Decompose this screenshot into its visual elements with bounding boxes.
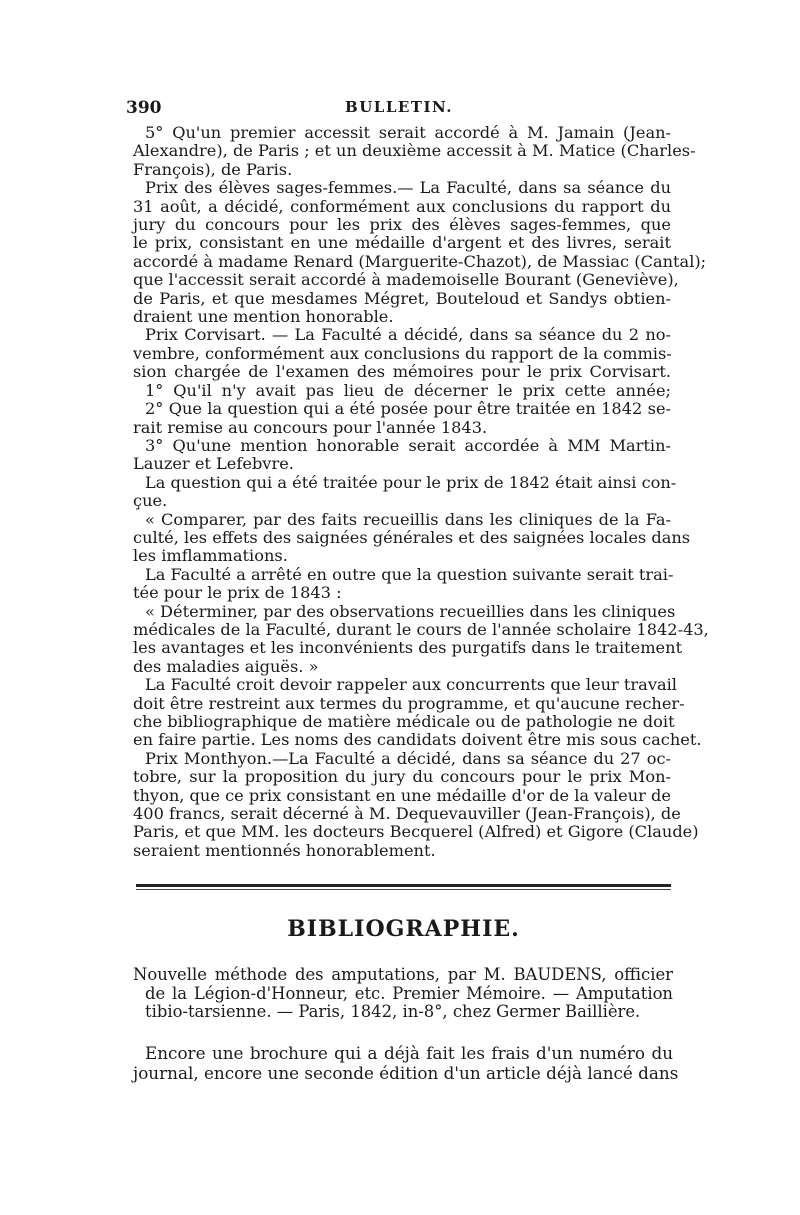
text-line: La question qui a été traitée pour le prix de 1842 était ainsi con- <box>145 472 677 492</box>
text-line: les imflammations. <box>133 546 288 566</box>
text-line: Prix des élèves sages-femmes.— La Faculté, dans sa séance du <box>145 178 671 198</box>
divider-thick <box>136 884 671 887</box>
biblio-line: tibio-tarsienne. — Paris, 1842, in-8°, chez Germer Baillière. <box>145 1002 641 1022</box>
text-line: jury du concours pour les prix des élèves sages-femmes, que <box>133 215 671 235</box>
text-line: 3° Qu'une mention honorable serait accordée à MM Martin- <box>145 435 671 455</box>
body-text <box>133 123 709 860</box>
text-line: des maladies aiguës. » <box>133 656 319 676</box>
bibliography-entry <box>133 966 673 1022</box>
page-number: 390 <box>126 98 162 118</box>
text-line: Prix Corvisart. — La Faculté a décidé, dans sa séance du 2 no- <box>145 325 671 345</box>
text-line: doit être restreint aux termes du programme, et qu'aucune recher- <box>133 693 685 713</box>
text-line: La Faculté croit devoir rappeler aux concurrents que leur travail <box>145 675 677 695</box>
biblio-line: Nouvelle méthode des amputations, par M. BAUDENS, officier <box>133 965 673 984</box>
text-line: culté, les effets des saignées générales et des saignées locales dans <box>133 527 691 547</box>
text-line: Lauzer et Lefebvre. <box>133 454 294 474</box>
divider-thin <box>136 889 671 890</box>
text-line: La Faculté a arrêté en outre que la question suivante serait trai- <box>145 564 674 584</box>
page-header <box>126 98 672 122</box>
text-line: « Comparer, par des faits recueillis dans les cliniques de la Fa- <box>145 509 671 529</box>
text-line: de Paris, et que mesdames Mégret, Bouteloud et Sandys obtien- <box>133 288 671 308</box>
text-line: « Déterminer, par des observations recueillies dans les cliniques <box>145 601 676 621</box>
text-line: François), de Paris. <box>133 159 293 179</box>
running-title: BULLETIN. <box>345 98 453 116</box>
text-line: seraient mentionnés honorablement. <box>133 840 436 860</box>
text-line: Alexandre), de Paris ; et un deuxième accessit à M. Matice (Charles- <box>133 141 696 161</box>
text-line: 2° Que la question qui a été posée pour être traitée en 1842 se- <box>145 399 671 419</box>
text-line: che bibliographique de matière médicale ou de pathologie ne doit <box>133 712 675 731</box>
section-title: BIBLIOGRAPHIE. <box>287 916 520 942</box>
text-line: accordé à madame Renard (Marguerite-Chazot), de Massiac (Cantal); <box>133 251 707 271</box>
section-divider <box>136 884 671 890</box>
text-line: draient une mention honorable. <box>133 307 394 327</box>
text-line: 1° Qu'il n'y avait pas lieu de décerner le prix cette année; <box>145 380 671 400</box>
text-line: çue. <box>133 491 168 511</box>
review-line: Encore une brochure qui a déjà fait les frais d'un numéro du <box>145 1043 673 1063</box>
text-line: rait remise au concours pour l'année 1843. <box>133 417 488 437</box>
text-line: thyon, que ce prix consistant en une médaille d'or de la valeur de <box>133 785 671 805</box>
text-line: les avantages et les inconvénients des purgatifs dans le traitement <box>133 638 683 658</box>
text-line: vembre, conformément aux conclusions du rapport de la commis- <box>133 343 672 363</box>
text-line: en faire partie. Les noms des candidats doivent être mis sous cachet. <box>133 730 702 750</box>
review-text <box>133 1043 679 1083</box>
text-line: que l'accessit serait accordé à mademoiselle Bourant (Geneviève), <box>133 270 679 290</box>
text-line: 400 francs, serait décerné à M. Dequevauviller (Jean-François), de <box>133 804 681 824</box>
text-line: médicales de la Faculté, durant le cours de l'année scholaire 1842-43, <box>133 619 709 639</box>
text-line: Prix Monthyon.—La Faculté a décidé, dans sa séance du 27 oc- <box>145 748 671 768</box>
text-line: tobre, sur la proposition du jury du concours pour le prix Mon- <box>133 767 671 787</box>
text-line: tée pour le prix de 1843 : <box>133 583 342 603</box>
text-line: sion chargée de l'examen des mémoires pour le prix Corvisart. <box>133 362 671 382</box>
text-line: Paris, et que MM. les docteurs Becquerel (Alfred) et Gigore (Claude) <box>133 822 699 842</box>
biblio-line: de la Légion-d'Honneur, etc. Premier Mémoire. — Amputation <box>145 983 673 1003</box>
text-line: 31 août, a décidé, conformément aux conclusions du rapport du <box>133 196 671 216</box>
text-line: le prix, consistant en une médaille d'argent et des livres, serait <box>133 233 671 253</box>
text-line: 5° Qu'un premier accessit serait accordé à M. Jamain (Jean- <box>145 123 671 142</box>
review-line: journal, encore une seconde édition d'un article déjà lancé dans <box>133 1062 679 1083</box>
